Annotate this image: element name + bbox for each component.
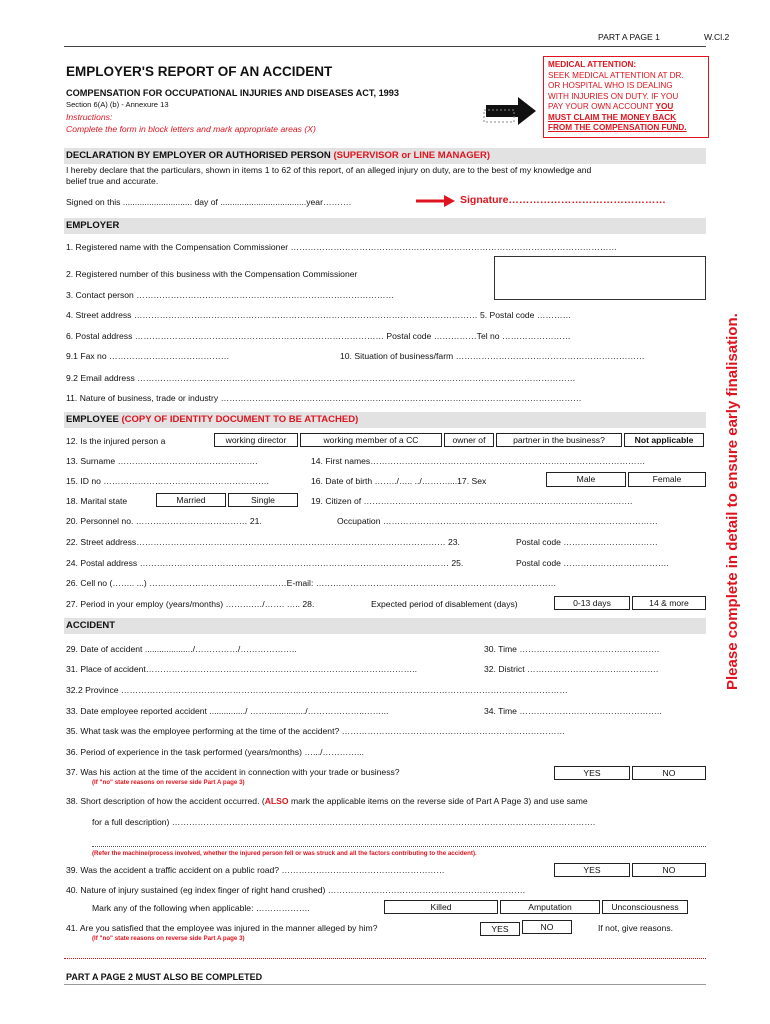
- accident-section: ACCIDENT: [64, 618, 706, 634]
- injury-mark-label: Mark any of the following when applicable: ……………….: [92, 903, 310, 913]
- signature-arrow-icon: [414, 194, 456, 208]
- trade-connection-no[interactable]: NO: [632, 766, 706, 780]
- sex-female-option[interactable]: Female: [628, 472, 706, 487]
- citizen-of-field[interactable]: 19. Citizen of ………………………………………………………………………………….: [311, 496, 633, 506]
- marital-state-label: 18. Marital state: [66, 496, 128, 506]
- signed-on-field[interactable]: Signed on this ............................. day of ....................................year……….: [66, 197, 352, 207]
- email-address-field[interactable]: 9.2 Email address ………………………………………………………………………………………………………………………………………: [66, 373, 576, 383]
- accident-description-field[interactable]: [66, 796, 588, 806]
- id-number-field[interactable]: 15. ID no ………………………………………………….: [66, 476, 269, 486]
- trade-connection-question: 37. Was his action at the time of the accident in connection with your trade or business?: [66, 767, 400, 777]
- injury-unconsciousness-option[interactable]: Unconsciousness: [602, 900, 688, 914]
- medical-attention-heading: MEDICAL ATTENTION:: [548, 60, 637, 69]
- time-reported-field[interactable]: 34. Time …………………………………………..: [484, 706, 662, 716]
- date-of-birth-field[interactable]: 16. Date of birth ……../….. ../………....17. Sex: [311, 476, 487, 486]
- option-owner[interactable]: owner of: [444, 433, 494, 447]
- sex-male-option[interactable]: Male: [546, 472, 626, 487]
- accident-district-field[interactable]: 32. District ……………………………………….: [484, 664, 659, 674]
- form-subtitle: COMPENSATION FOR OCCUPATIONAL INJURIES AND DISEASES ACT, 1993: [66, 88, 400, 98]
- business-situation-field[interactable]: 10. Situation of business/farm …………………………………………………………: [340, 351, 645, 361]
- experience-period-field[interactable]: 36. Period of experience in the task performed (years/months) ….../…………...: [66, 747, 365, 757]
- disablement-14-plus-option[interactable]: 14 & more: [632, 596, 706, 610]
- disablement-label: Expected period of disablement (days): [371, 599, 518, 609]
- employee-street-postal-code-field[interactable]: Postal code ……………………………: [516, 537, 658, 547]
- street-address-field[interactable]: 4. Street address ………………………………………………………………………………………………………… 5. Postal code …………: [66, 310, 572, 320]
- medical-line-3: WITH INJURIES ON DUTY. IF YOU: [548, 91, 679, 101]
- side-note: Please complete in detail to ensure early finalisation.: [724, 313, 741, 690]
- arrow-icon: [482, 94, 540, 128]
- fax-field[interactable]: 9.1 Fax no ……………………………………: [66, 351, 230, 361]
- option-working-member[interactable]: working member of a CC: [300, 433, 442, 447]
- footer-note: PART A PAGE 2 MUST ALSO BE COMPLETED: [66, 972, 263, 982]
- accident-date-field[interactable]: 29. Date of accident ..................../……………/………………..: [66, 644, 297, 654]
- satisfied-note: (If "no" state reasons on reverse side Part A page 3): [92, 935, 245, 942]
- declaration-text-1: I hereby declare that the particulars, shown in items 1 to 62 of this report, of an alleged injury on duty, are to the best of my knowledge and: [66, 165, 592, 175]
- registered-name-field[interactable]: 1. Registered name with the Compensation Commissioner ……………………………………………………………………………………………………: [66, 242, 618, 252]
- contact-person-field[interactable]: 3. Contact person ………………………………………………………………………………: [66, 290, 395, 300]
- personnel-number-field[interactable]: 20. Personnel no. ………………………………… 21.: [66, 516, 262, 526]
- postal-address-field[interactable]: 6. Postal address …………………………………………………………………………… Postal code ……………Tel no ……………………: [66, 331, 571, 341]
- accident-province-field[interactable]: 32.2 Province …………………………………………………………………………………………………………………………………………: [66, 685, 568, 695]
- injured-person-type-label: 12. Is the injured person a: [66, 436, 166, 446]
- medical-line-4b: YOU: [655, 102, 674, 111]
- medical-line-1: SEEK MEDICAL ATTENTION AT DR.: [548, 70, 684, 80]
- instructions-label: Instructions:: [66, 112, 113, 122]
- traffic-accident-no[interactable]: NO: [632, 863, 706, 877]
- trade-connection-note: (If "no" state reasons on reverse side Part A page 3): [92, 779, 245, 786]
- period-employ-field[interactable]: 27. Period in your employ (years/months) ……….…/……. ….. 28.: [66, 599, 315, 609]
- trade-connection-yes[interactable]: YES: [554, 766, 630, 780]
- description-text-b: mark the applicable items on the reverse side of Part A Page 3) and use same: [288, 796, 588, 806]
- satisfied-yes[interactable]: YES: [480, 922, 520, 936]
- marital-married-option[interactable]: Married: [156, 493, 226, 507]
- instructions-text: Complete the form in block letters and mark appropriate areas (X): [66, 124, 316, 134]
- declaration-text-2: belief true and accurate.: [66, 176, 159, 186]
- declaration-heading-red: (SUPERVISOR or LINE MANAGER): [333, 150, 491, 161]
- medical-line-5: MUST CLAIM THE MONEY BACK: [548, 112, 677, 122]
- registered-number-box[interactable]: [494, 256, 706, 300]
- description-note: (Refer the machine/process involved, whether the injured person fell or was struck and all the factors contributing to the accident).: [92, 850, 477, 857]
- accident-place-field[interactable]: 31. Place of accident…………………………………………………………………………………..: [66, 664, 417, 674]
- signature-field[interactable]: Signature………………………………………: [460, 194, 666, 206]
- medical-line-4: [548, 102, 704, 113]
- task-performed-field[interactable]: 35. What task was the employee performing at the time of the accident? ……………………………………………………………………: [66, 726, 566, 736]
- marital-single-option[interactable]: Single: [228, 493, 298, 507]
- employee-heading-red: (COPY OF IDENTITY DOCUMENT TO BE ATTACHED): [121, 414, 359, 425]
- satisfied-reasons-label: If not, give reasons.: [598, 923, 673, 933]
- option-working-director[interactable]: working director: [214, 433, 298, 447]
- nature-of-business-field[interactable]: 11. Nature of business, trade or industry ………………………………………………………………………………………………………………: [66, 393, 582, 403]
- injury-killed-option[interactable]: Killed: [384, 900, 498, 914]
- employee-street-address-field[interactable]: 22. Street address……………………………………………………………………………………………… 23.: [66, 537, 460, 547]
- accident-description-continued[interactable]: for a full description) ………………………………………………………………………………………………………………………………….: [92, 817, 596, 827]
- disablement-0-13-option[interactable]: 0-13 days: [554, 596, 630, 610]
- declaration-section: [64, 148, 706, 164]
- employee-postal-code-field[interactable]: Postal code ……………………………….: [516, 558, 669, 568]
- injury-nature-field[interactable]: 40. Nature of injury sustained (eg index finger of right hand crushed) ……………………………………………………………: [66, 885, 526, 895]
- accident-time-field[interactable]: 30. Time ………………………………………….: [484, 644, 660, 654]
- page-label: PART A PAGE 1: [598, 32, 660, 42]
- employee-postal-address-field[interactable]: 24. Postal address ……………………………………………………………………………………………… 25.: [66, 558, 464, 568]
- first-names-field[interactable]: 14. First names……………………………………………………………………………………: [311, 456, 646, 466]
- registered-number-field: 2. Registered number of this business with the Compensation Commissioner: [66, 269, 358, 279]
- cell-email-field[interactable]: 26. Cell no (…….. ...) …………………………………………E-mail: …………………………………………………………………………: [66, 578, 557, 588]
- footer-rule: [64, 984, 706, 985]
- medical-line-6: FROM THE COMPENSATION FUND.: [548, 123, 687, 132]
- option-not-applicable[interactable]: Not applicable: [624, 433, 704, 447]
- medical-line-4a: PAY YOUR OWN ACCOUNT: [548, 102, 656, 111]
- description-blank-line[interactable]: [92, 846, 706, 847]
- section-ref: Section 6(A) (b) - Annexure 13: [66, 100, 169, 109]
- employee-section: [64, 412, 706, 428]
- traffic-accident-yes[interactable]: YES: [554, 863, 630, 877]
- reasons-blank-line[interactable]: [64, 958, 706, 959]
- surname-field[interactable]: 13. Surname ………………………………………….: [66, 456, 258, 466]
- date-reported-field[interactable]: 33. Date employee reported accident .............../ ……................/………………..……...: [66, 706, 389, 716]
- form-title: EMPLOYER'S REPORT OF AN ACCIDENT: [66, 64, 333, 79]
- employer-section: EMPLOYER: [64, 218, 706, 234]
- satisfied-question: 41. Are you satisfied that the employee was injured in the manner alleged by him?: [66, 923, 378, 933]
- description-text-a: 38. Short description of how the accident occurred. (: [66, 796, 265, 806]
- description-also: ALSO: [264, 796, 289, 806]
- satisfied-no[interactable]: NO: [522, 920, 572, 934]
- form-code: W.Cl.2: [704, 32, 730, 42]
- injury-amputation-option[interactable]: Amputation: [500, 900, 600, 914]
- occupation-field[interactable]: Occupation ……………………………………………………………………………………: [337, 516, 658, 526]
- option-partner[interactable]: partner in the business?: [496, 433, 622, 447]
- declaration-heading: DECLARATION BY EMPLOYER OR AUTHORISED PERSON: [66, 150, 334, 161]
- medical-line-2: OR HOSPITAL WHO IS DEALING: [548, 81, 673, 90]
- medical-attention-box: [543, 56, 709, 138]
- traffic-accident-question: 39. Was the accident a traffic accident on a public road? …………………………………………………: [66, 865, 445, 875]
- employee-heading: EMPLOYEE: [66, 414, 122, 425]
